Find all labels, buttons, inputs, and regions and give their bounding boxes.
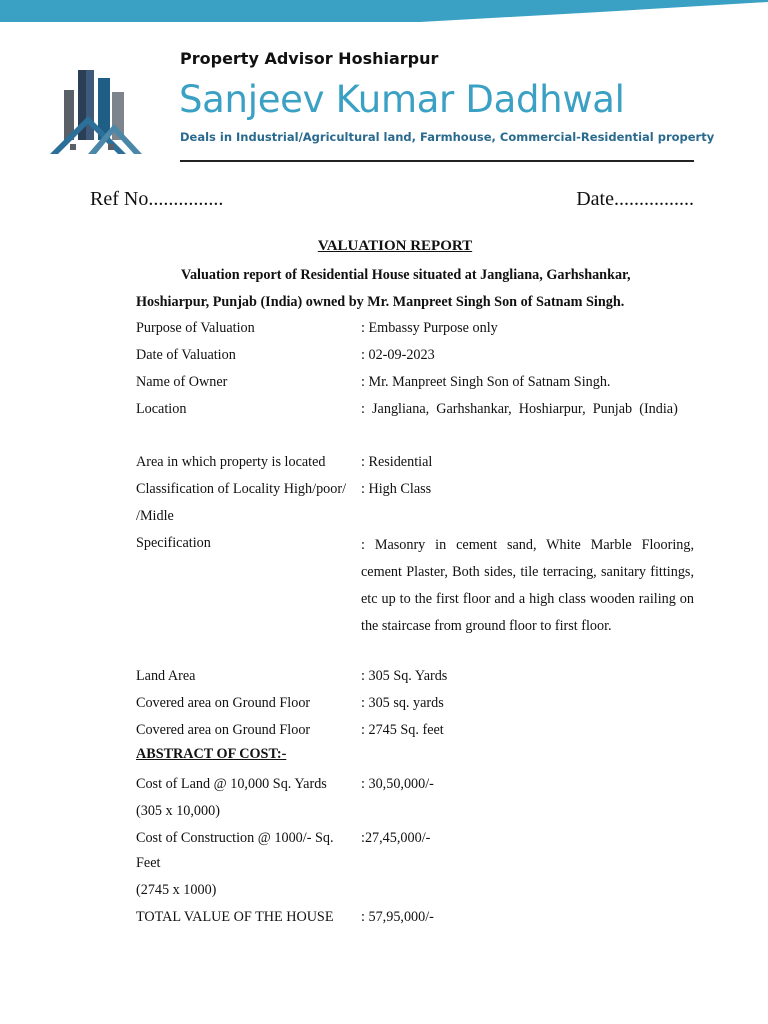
intro-line-1: Valuation report of Residential House situated at Jangliana, Garhshankar, [181,267,631,283]
label-total-value: TOTAL VALUE OF THE HOUSE [136,909,334,925]
value-area: : Residential [361,454,433,470]
intro-line-2: Hoshiarpur, Punjab (India) owned by Mr. Manpreet Singh Son of Satnam Singh. [136,294,625,310]
value-classification: : High Class [361,481,432,497]
value-total-value: : 57,95,000/- [361,909,434,925]
label-land-area: Land Area [136,668,196,684]
label-cost-land: Cost of Land @ 10,000 Sq. Yards [136,776,327,792]
value-owner: : Mr. Manpreet Singh Son of Satnam Singh. [361,374,611,390]
header-divider [180,160,694,162]
label-location: Location [136,401,187,417]
brand-tagline: Deals in Industrial/Agricultural land, Farmhouse, Commercial-Residential property [180,130,715,144]
date-field: Date................ [576,188,694,210]
label-cost-construction-calc: (2745 x 1000) [136,882,217,898]
label-area: Area in which property is located [136,454,326,470]
label-purpose: Purpose of Valuation [136,320,255,336]
buildings-house-icon [48,64,148,156]
value-land-area: : 305 Sq. Yards [361,668,448,684]
value-purpose: : Embassy Purpose only [361,320,498,336]
value-location: : Jangliana, Garhshankar, Hoshiarpur, Punjab (India) [361,401,678,417]
label-classification-cont: /Midle [136,508,174,524]
label-specification: Specification [136,535,211,551]
value-cost-land: : 30,50,000/- [361,776,434,792]
label-owner: Name of Owner [136,374,228,390]
brand-subtitle: Property Advisor Hoshiarpur [180,49,439,68]
ref-number: Ref No............... [90,188,224,210]
value-covered-area-yards: : 305 sq. yards [361,695,444,711]
label-classification: Classification of Locality High/poor/ [136,481,347,497]
label-cost-construction-cont: Feet [136,855,161,871]
report-title: VALUATION REPORT [317,238,473,254]
intro-paragraph [136,262,695,316]
value-date-of-valuation: : 02-09-2023 [361,347,435,363]
brand-name: Sanjeev Kumar Dadhwal [179,78,625,121]
label-covered-area-yards: Covered area on Ground Floor [136,695,311,711]
abstract-heading: ABSTRACT OF COST:- [136,746,287,762]
label-date-of-valuation: Date of Valuation [136,347,236,363]
label-cost-construction: Cost of Construction @ 1000/- Sq. [136,830,334,846]
label-covered-area-feet: Covered area on Ground Floor [136,722,311,738]
value-specification: : Masonry in cement sand, White Marble Flooring, cement Plaster, Both sides, tile terracing, sanitary fittings, etc up to the first floor and a high class wooden railing on the staircase from ground floor to first floor. [361,537,694,634]
label-cost-land-calc: (305 x 10,000) [136,803,220,819]
value-cost-construction: :27,45,000/- [361,830,431,846]
header-color-band [0,0,768,22]
value-covered-area-feet: : 2745 Sq. feet [361,722,444,738]
